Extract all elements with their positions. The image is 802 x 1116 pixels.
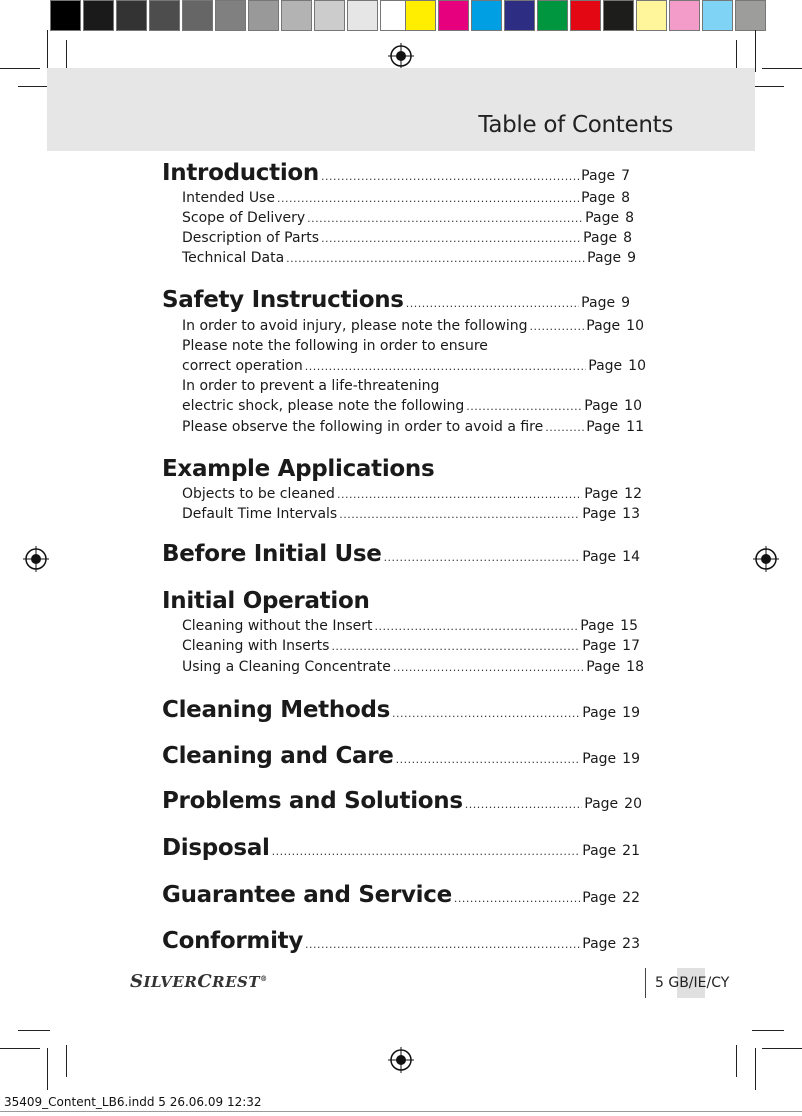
toc-section-cleaning-and-care[interactable] [162,743,640,769]
crop-mark [762,68,802,69]
toc-section-title: Disposal [162,835,270,861]
registration-mark-icon [753,546,779,572]
toc-page-ref: Page 22 [582,890,640,906]
dot-leader [545,421,584,434]
dot-leader [286,252,585,265]
toc-section-before-initial-use[interactable] [162,541,640,567]
toc-entry[interactable] [182,618,638,634]
dot-leader [466,400,582,413]
registration-mark-icon [388,1047,414,1073]
dot-leader [465,798,583,811]
toc-section-safety-instructions[interactable] [162,287,630,313]
dot-leader [393,661,584,674]
toc-page-ref: Page 10 [584,398,642,414]
toc-page-ref: Page 18 [586,659,644,675]
toc-entry[interactable] [182,506,640,522]
color-swatch [603,0,634,31]
crop-mark [755,30,756,72]
toc-page-ref: Page 11 [586,419,644,435]
color-swatch [405,0,436,31]
crop-mark [755,1048,756,1090]
slug-rule [0,1111,802,1112]
toc-entry-title: Scope of Delivery [182,210,306,226]
toc-page-ref: Page 10 [586,318,644,334]
toc-entry-title: Please observe the following in order to avoid a fire [182,419,544,435]
registration-mark-icon [23,546,49,572]
crop-mark [752,86,784,87]
color-swatch [116,0,147,31]
toc-entry-title: electric shock, please note the following [182,398,465,414]
toc-page-ref: Page 7 [581,168,630,184]
toc-section-title: Conformity [162,928,304,954]
toc-page-ref: Page 8 [585,210,634,226]
color-swatch [347,0,378,31]
dot-leader [337,488,582,501]
dot-leader [384,551,581,564]
toc-entry-title: correct operation [182,358,303,374]
toc-page-ref: Page 8 [581,190,630,206]
color-swatch [438,0,469,31]
grayscale-color-bar [50,0,413,33]
toc-page-ref: Page 14 [582,549,640,565]
toc-section-introduction[interactable] [162,160,630,186]
color-swatch [281,0,312,31]
color-swatch [182,0,213,31]
crop-mark [736,1045,737,1077]
dot-leader [454,892,580,905]
crop-mark [18,1030,50,1031]
toc-page-ref: Page 12 [584,486,642,502]
toc-page-ref: Page 15 [580,618,638,634]
page-title: Table of Contents [478,112,673,138]
color-swatch [735,0,766,31]
toc-page-ref: Page 20 [584,796,642,812]
process-color-bar [405,0,768,33]
dot-leader [305,938,580,951]
dot-leader [272,845,581,858]
toc-entry-title: Technical Data [182,250,285,266]
dot-leader [305,360,587,373]
print-slug: 35409_Content_LB6.indd 5 26.06.09 12:32 [4,1095,262,1109]
dot-leader [321,232,581,245]
color-swatch [669,0,700,31]
toc-entry[interactable] [182,358,646,374]
dot-leader [277,192,579,205]
toc-section-guarantee-and-service[interactable] [162,882,640,908]
toc-entry[interactable] [182,190,630,206]
color-swatch [83,0,114,31]
toc-entry-title: Objects to be cleaned [182,486,335,502]
dot-leader [331,640,580,653]
color-swatch [215,0,246,31]
toc-entry[interactable] [182,419,644,435]
toc-section-title: Before Initial Use [162,541,382,567]
toc-entry[interactable] [182,250,636,266]
silvercrest-logo: SILVERCREST® [130,971,268,992]
toc-section-title: Example Applications [162,456,435,482]
toc-section-title: Introduction [162,160,319,186]
dot-leader [406,297,579,310]
dot-leader [530,320,585,333]
crop-mark [0,1048,40,1049]
color-swatch [471,0,502,31]
toc-entry-title: In order to avoid injury, please note the following [182,318,528,334]
toc-page-ref: Page 19 [582,705,640,721]
toc-section-title: Cleaning and Care [162,743,394,769]
crop-mark [752,1030,784,1031]
toc-entry-title: Cleaning with Inserts [182,638,330,654]
crop-mark [0,68,40,69]
toc-page-ref: Page 23 [582,936,640,952]
crop-mark [47,30,48,72]
toc-entry-title: Default Time Intervals [182,506,338,522]
page-number-label: 5 GB/IE/CY [655,975,730,991]
toc-section-title: Cleaning Methods [162,697,390,723]
color-swatch [50,0,81,31]
dot-leader [396,753,581,766]
toc-page-ref: Page 9 [581,295,630,311]
color-swatch [702,0,733,31]
color-swatch [570,0,601,31]
color-swatch [636,0,667,31]
dot-leader [375,620,579,633]
crop-mark [47,1048,48,1090]
toc-entry[interactable] [182,659,644,675]
footer-divider [645,968,646,998]
toc-entry[interactable] [182,638,640,654]
dot-leader [392,707,580,720]
color-swatch [504,0,535,31]
toc-section-initial-operation[interactable] [162,588,370,614]
toc-section-disposal[interactable] [162,835,640,861]
crop-mark [18,86,50,87]
crop-mark [66,1045,67,1077]
toc-page-ref: Page 19 [582,751,640,767]
toc-section-cleaning-methods[interactable] [162,697,640,723]
toc-page-ref: Page 21 [582,843,640,859]
dot-leader [339,508,580,521]
toc-page-ref: Page 17 [582,638,640,654]
toc-page-ref: Page 9 [587,250,636,266]
toc-entry[interactable] [182,398,642,414]
toc-entry-title: Description of Parts [182,230,320,246]
toc-section-title: Problems and Solutions [162,788,463,814]
toc-page-ref: Page 8 [583,230,632,246]
registration-mark-icon [388,43,414,69]
toc-entry-title: Intended Use [182,190,275,206]
crop-mark [762,1048,802,1049]
toc-entry[interactable] [182,486,642,502]
toc-entry-line: Please note the following in order to ensure [182,338,488,354]
color-swatch [314,0,345,31]
toc-entry[interactable] [182,318,644,334]
toc-entry-title: Using a Cleaning Concentrate [182,659,391,675]
color-swatch [248,0,279,31]
toc-section-title: Safety Instructions [162,287,404,313]
toc-entry-line: In order to prevent a life-threatening [182,378,440,394]
toc-page-ref: Page 13 [582,506,640,522]
header-band [47,68,755,151]
color-swatch [149,0,180,31]
toc-entry[interactable] [182,210,634,226]
toc-section-example-applications[interactable] [162,456,434,482]
toc-page-ref: Page 10 [588,358,646,374]
toc-section-title: Guarantee and Service [162,882,452,908]
color-swatch [537,0,568,31]
toc-section-conformity[interactable] [162,928,640,954]
toc-entry-title: Cleaning without the Insert [182,618,373,634]
toc-section-title: Initial Operation [162,588,370,614]
toc-section-problems-and-solutions[interactable] [162,788,642,814]
dot-leader [307,212,583,225]
toc-entry[interactable] [182,230,632,246]
dot-leader [321,170,579,183]
